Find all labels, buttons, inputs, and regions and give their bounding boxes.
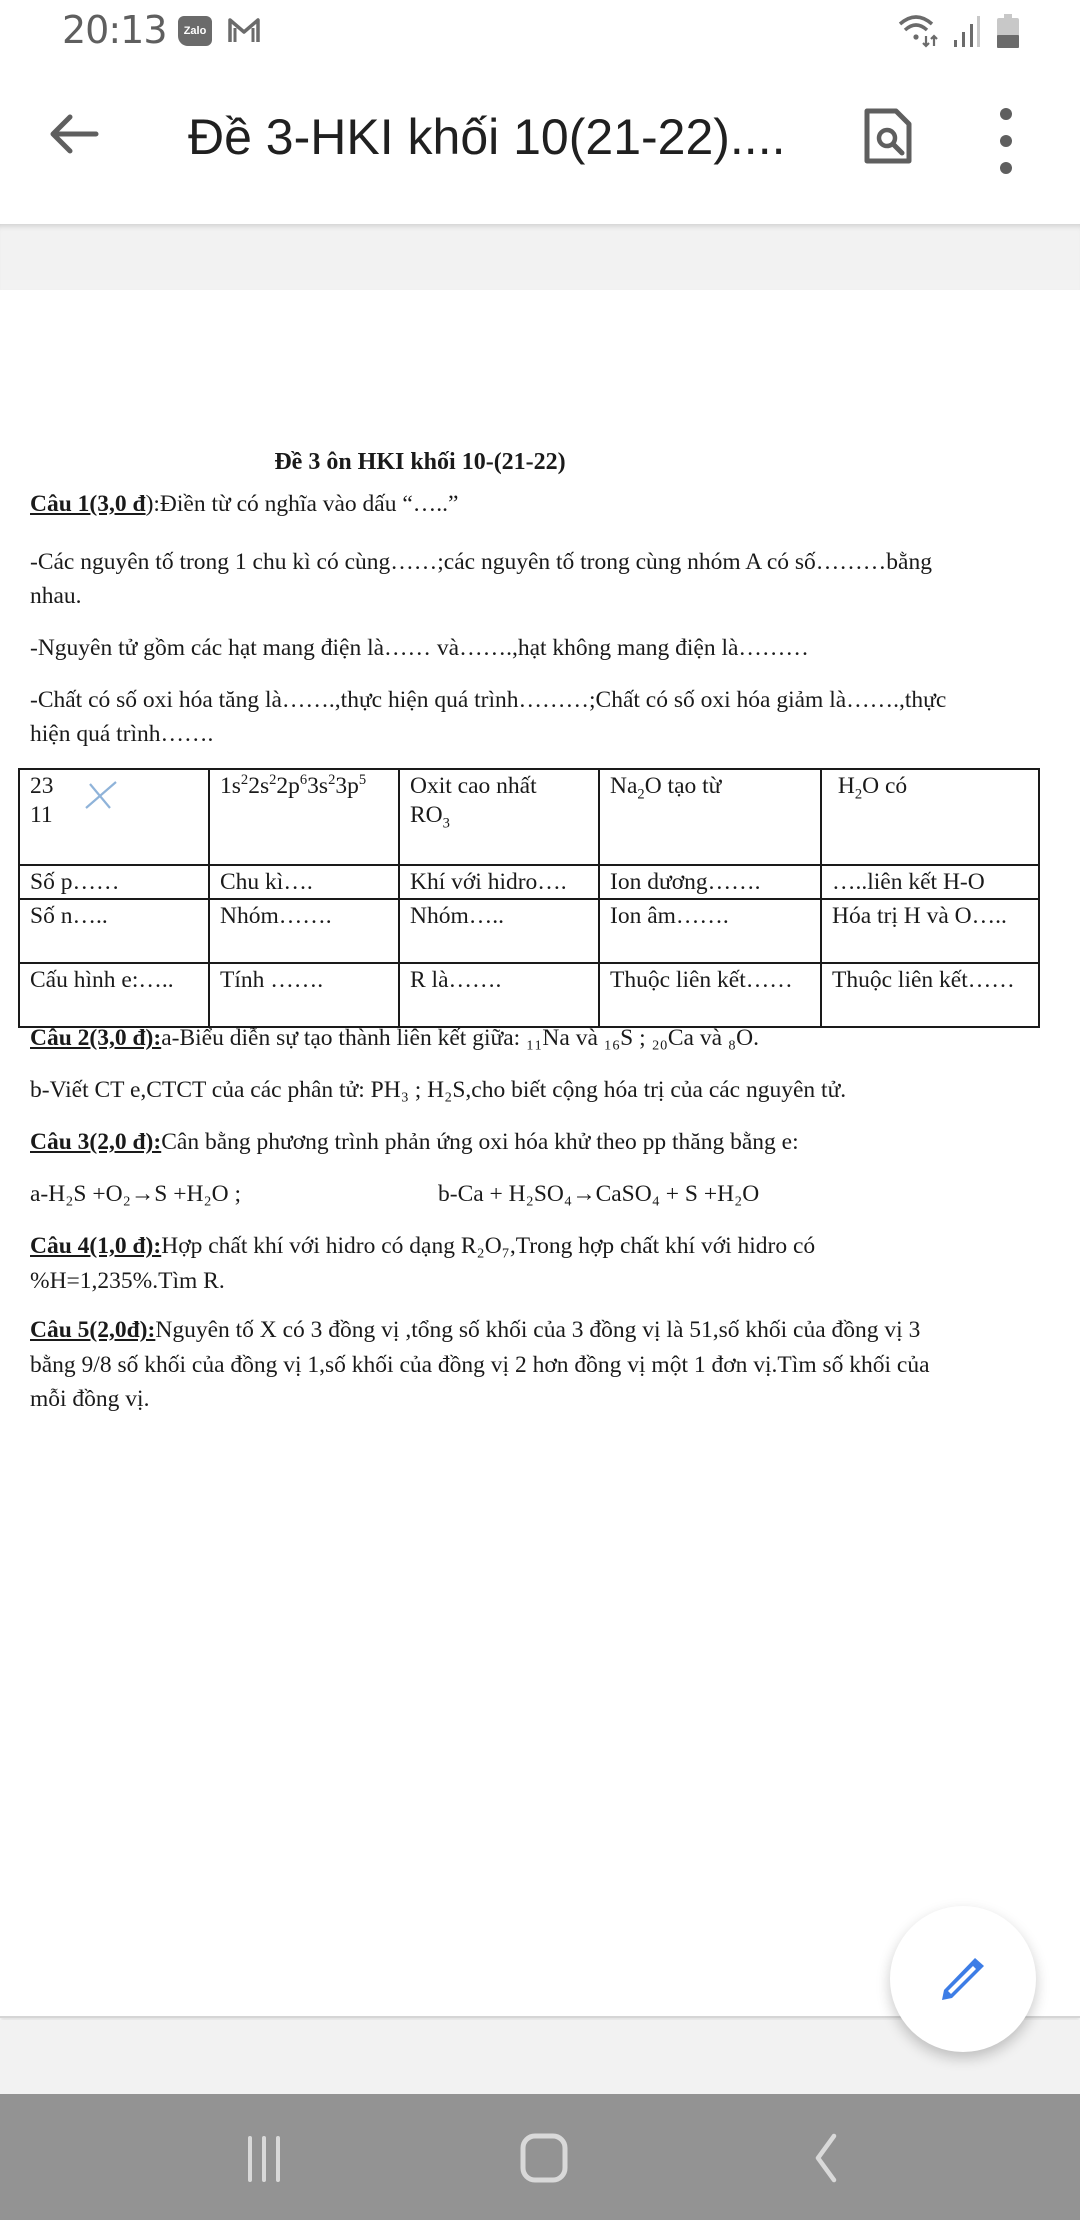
q1-line1b: nhau. (30, 583, 82, 609)
table-row (19, 865, 1039, 899)
q2-label: Câu 2(3,0 đ): (30, 1025, 162, 1051)
table-row (19, 899, 1039, 963)
status-bar (0, 0, 1080, 64)
document-page[interactable] (0, 290, 1080, 2018)
wifi-icon (898, 12, 942, 48)
table-cell: Thuộc liên kết…… (821, 963, 1039, 1027)
edit-pencil-icon (938, 1954, 988, 2004)
table-cell-config: $1s^22s^22p^63s^23p^5$ (209, 769, 399, 865)
table-row (19, 769, 1039, 865)
q1-label: Câu 1(3,0 đ (30, 491, 146, 517)
q1-text: ):Điền từ có nghĩa vào dấu “…..” (145, 491, 459, 517)
table-cell: Hóa trị H và O….. (821, 899, 1039, 963)
q5-label: Câu 5(2,0đ): (30, 1317, 156, 1343)
table-cell-na2o: $Na_2O$ tạo từ (599, 769, 821, 865)
q4-text: Hợp chất khí với hidro có dạng R₂O₇,Trong hợp chất khí với hidro có (161, 1233, 816, 1259)
table-cell: Số n….. (19, 899, 209, 963)
table-cell: …..liên kết H-O (821, 865, 1039, 899)
table-cell: Nhóm……. (209, 899, 399, 963)
system-nav-bar (0, 2094, 1080, 2220)
table-cell: Cấu hình e:….. (19, 963, 209, 1027)
q1-line3b: hiện quá trình……. (30, 721, 214, 747)
document-heading: Đề 3 ôn HKI khối 10-(21-22) (274, 449, 566, 475)
q1-line2: -Nguyên tử gồm các hạt mang điện là…… và…….,hạt không mang điện là……… (30, 635, 809, 661)
home-icon[interactable] (514, 2130, 574, 2186)
q2-a: a-Biểu diễn sự tạo thành liên kết giữa: ₁₁Na và ₁₆S ; ₂₀Ca và ₈O. (161, 1025, 759, 1051)
recent-apps-icon[interactable] (234, 2130, 294, 2186)
atomic-number: 11 (30, 801, 53, 828)
q4-prompt (30, 1232, 815, 1260)
table-cell: Nhóm….. (399, 899, 599, 963)
viewer-background (0, 224, 1080, 290)
table-cell: Số p…… (19, 865, 209, 899)
table-cell-nuclide (19, 769, 209, 865)
arrow-back-icon[interactable] (44, 104, 104, 164)
q1-line3: -Chất có số oxi hóa tăng là…….,thực hiện quá trình………;Chất có số oxi hóa giảm là…….,thực (30, 687, 947, 713)
table-cell: Chu kì…. (209, 865, 399, 899)
table-cell: R là……. (399, 963, 599, 1027)
q1-line1: -Các nguyên tố trong 1 chu kì có cùng……;các nguyên tố trong cùng nhóm A có số………bằng (30, 549, 932, 575)
battery-icon (996, 14, 1020, 48)
q3-prompt (30, 1128, 799, 1156)
gmail-icon (226, 14, 262, 46)
q3-eq-b: b-Ca + H₂SO₄→CaSO₄ + S +H₂O (438, 1181, 760, 1207)
back-icon[interactable] (796, 2130, 856, 2186)
q3-text: Cân bằng phương trình phản ứng oxi hóa khử theo pp thăng bằng e: (161, 1129, 799, 1155)
q2-b: b-Viết CT e,CTCT của các phân tử: PH₃ ; H₂S,cho biết cộng hóa trị của các nguyên tử. (30, 1077, 847, 1103)
q5-text3: mỗi đồng vị. (30, 1386, 150, 1412)
table-cell-oxide: Oxit cao nhất $RO_3$ (399, 769, 599, 865)
q3-label: Câu 3(2,0 đ): (30, 1129, 162, 1155)
table-cell: Ion dương……. (599, 865, 821, 899)
q3-eq-a: a-H₂S +O₂→S +H₂O ; (30, 1181, 242, 1207)
zalo-icon: Zalo (178, 16, 212, 46)
preview-icon[interactable] (862, 106, 914, 166)
table-cell: Thuộc liên kết…… (599, 963, 821, 1027)
status-time: 20:13 (62, 8, 167, 52)
more-vert-icon[interactable] (996, 106, 1016, 176)
edit-button[interactable] (890, 1906, 1036, 2052)
document-title: Đề 3-HKI khối 10(21-22).... (188, 109, 786, 165)
q4-text2: %H=1,235%.Tìm R. (30, 1268, 225, 1294)
mass-number: 23 (30, 773, 54, 799)
q5-text: Nguyên tố X có 3 đồng vị ,tổng số khối của 3 đồng vị là 51,số khối của đồng vị 3 (155, 1317, 921, 1343)
table-cell: Tính ……. (209, 963, 399, 1027)
q5-text2: bằng 9/8 số khối của đồng vị 1,số khối của đồng vị 2 hơn đồng vị một 1 đơn vị.Tìm số khối của (30, 1352, 930, 1378)
table-cell: Ion âm……. (599, 899, 821, 963)
app-bar (0, 64, 1080, 224)
q2-prompt (30, 1024, 759, 1052)
signal-icon (952, 14, 982, 48)
table-cell-h2o: $H_2O$ có (821, 769, 1039, 865)
question-table (18, 768, 1040, 1028)
q5-prompt (30, 1316, 920, 1344)
q1-prompt (30, 490, 458, 518)
table-row (19, 963, 1039, 1027)
x-mark-icon (84, 780, 118, 810)
q4-label: Câu 4(1,0 đ): (30, 1233, 162, 1259)
table-cell: Khí với hidro…. (399, 865, 599, 899)
